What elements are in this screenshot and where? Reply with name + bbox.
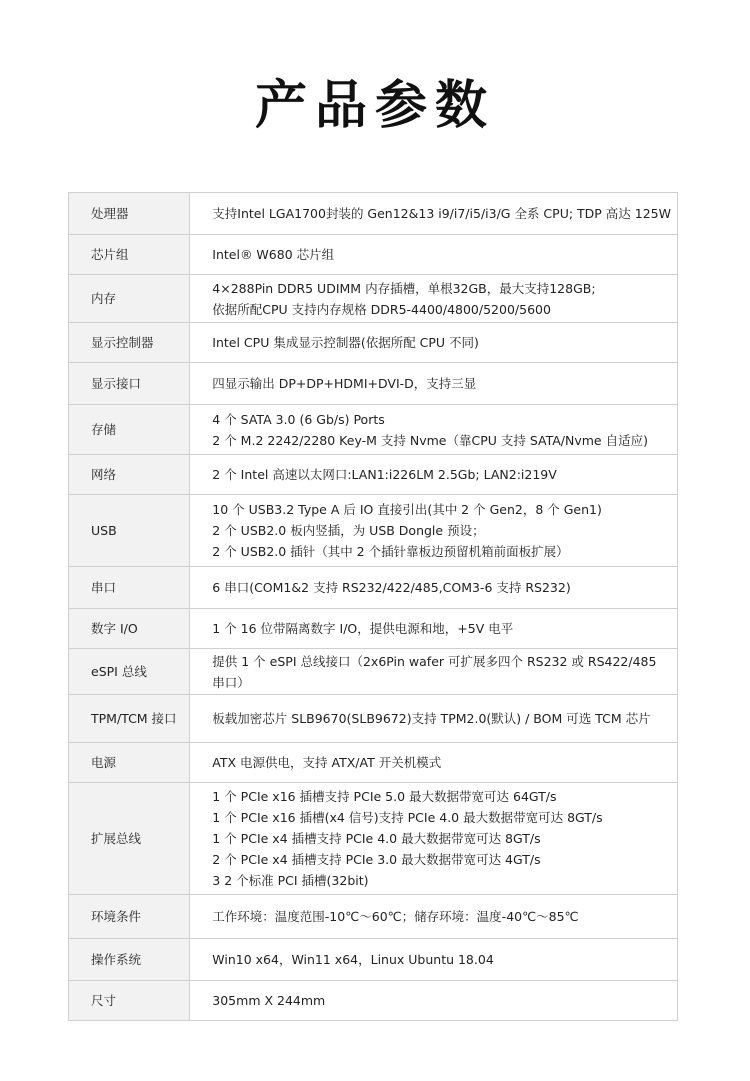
page-title: 产品参数 bbox=[254, 76, 495, 136]
spec-label: TPM/TCM 接口 bbox=[69, 695, 190, 743]
spec-row bbox=[69, 939, 678, 981]
spec-value-line: 4×288Pin DDR5 UDIMM 内存插槽，单根32GB，最大支持128GB; bbox=[212, 280, 596, 296]
spec-value-line: 依据所配CPU 支持内存规格 DDR5-4400/4800/5200/5600 bbox=[212, 301, 551, 317]
spec-row bbox=[69, 275, 678, 323]
spec-value-line: 工作环境：温度范围-10℃～60℃；储存环境：温度-40℃～85℃ bbox=[212, 909, 579, 924]
spec-row bbox=[69, 649, 678, 695]
spec-row bbox=[69, 695, 678, 743]
spec-row bbox=[69, 363, 678, 405]
spec-value-line: 1 个 PCIe x16 插槽(x4 信号)支持 PCIe 4.0 最大数据带宽可达 8GT/s bbox=[212, 810, 603, 825]
spec-value-line: 1 个 PCIe x4 插槽支持 PCIe 4.0 最大数据带宽可达 8GT/s bbox=[212, 831, 541, 846]
spec-value-line: 提供 1 个 eSPI 总线接口（2x6Pin wafer 可扩展多四个 RS232 或 RS422/485 串口） bbox=[212, 653, 657, 690]
spec-label: 电源 bbox=[69, 743, 190, 783]
spec-value bbox=[190, 609, 678, 649]
spec-value-line: 2 个 Intel 高速以太网口:LAN1:i226LM 2.5Gb; LAN2:i219V bbox=[212, 467, 557, 482]
spec-label: eSPI 总线 bbox=[69, 649, 190, 695]
spec-value-line: 10 个 USB3.2 Type A 后 IO 直接引出(其中 2 个 Gen2，8 个 Gen1) bbox=[212, 502, 602, 517]
spec-value bbox=[190, 275, 678, 323]
spec-value-line: 6 串口(COM1&2 支持 RS232/422/485,COM3-6 支持 RS232) bbox=[212, 580, 571, 595]
spec-value bbox=[190, 193, 678, 235]
spec-row bbox=[69, 567, 678, 609]
spec-value-line: Intel® W680 芯片组 bbox=[212, 247, 335, 262]
spec-label: 芯片组 bbox=[69, 235, 190, 275]
spec-value-line: ATX 电源供电，支持 ATX/AT 开关机模式 bbox=[212, 755, 442, 770]
spec-label: USB bbox=[69, 495, 190, 567]
spec-label: 存储 bbox=[69, 405, 190, 455]
spec-row bbox=[69, 193, 678, 235]
spec-value-line: Win10 x64，Win11 x64，Linux Ubuntu 18.04 bbox=[212, 952, 494, 967]
spec-value bbox=[190, 783, 678, 895]
spec-value-line: 2 个 USB2.0 板内竖插，为 USB Dongle 预设； bbox=[212, 523, 485, 538]
spec-value bbox=[190, 649, 678, 695]
spec-row bbox=[69, 895, 678, 939]
spec-row bbox=[69, 981, 678, 1021]
spec-value bbox=[190, 895, 678, 939]
spec-row bbox=[69, 609, 678, 649]
spec-label: 网络 bbox=[69, 455, 190, 495]
spec-value bbox=[190, 363, 678, 405]
spec-row bbox=[69, 783, 678, 895]
spec-value-line: Intel CPU 集成显示控制器(依据所配 CPU 不同) bbox=[212, 335, 479, 350]
spec-label: 处理器 bbox=[69, 193, 190, 235]
spec-label: 数字 I/O bbox=[69, 609, 190, 649]
spec-label: 显示控制器 bbox=[69, 323, 190, 363]
spec-value-line: 2 个 PCIe x4 插槽支持 PCIe 3.0 最大数据带宽可达 4GT/s bbox=[212, 852, 541, 867]
spec-label: 尺寸 bbox=[69, 981, 190, 1021]
spec-value bbox=[190, 695, 678, 743]
spec-value bbox=[190, 743, 678, 783]
spec-value bbox=[190, 323, 678, 363]
spec-value-line: 2 个 M.2 2242/2280 Key-M 支持 Nvme（靠CPU 支持 SATA/Nvme 自适应) bbox=[212, 432, 648, 448]
spec-row bbox=[69, 323, 678, 363]
spec-value bbox=[190, 405, 678, 455]
spec-value-line: 四显示输出 DP+DP+HDMI+DVI-D，支持三显 bbox=[212, 376, 477, 391]
spec-value bbox=[190, 567, 678, 609]
spec-row bbox=[69, 405, 678, 455]
spec-value bbox=[190, 455, 678, 495]
spec-value-line: 3 2 个标准 PCI 插槽(32bit) bbox=[212, 873, 369, 888]
spec-value-line: 1 个 16 位带隔离数字 I/O，提供电源和地，+5V 电平 bbox=[212, 621, 514, 636]
spec-value bbox=[190, 939, 678, 981]
spec-value bbox=[190, 495, 678, 567]
spec-row bbox=[69, 455, 678, 495]
spec-row bbox=[69, 495, 678, 567]
spec-label: 环境条件 bbox=[69, 895, 190, 939]
spec-value-line: 板载加密芯片 SLB9670(SLB9672)支持 TPM2.0(默认) / BOM 可选 TCM 芯片 bbox=[212, 711, 651, 726]
spec-value-line: 1 个 PCIe x16 插槽支持 PCIe 5.0 最大数据带宽可达 64GT/s bbox=[212, 789, 557, 804]
spec-label: 显示接口 bbox=[69, 363, 190, 405]
spec-label: 内存 bbox=[69, 275, 190, 323]
spec-value-line: 305mm X 244mm bbox=[212, 993, 326, 1008]
spec-label: 串口 bbox=[69, 567, 190, 609]
spec-label: 扩展总线 bbox=[69, 783, 190, 895]
spec-value bbox=[190, 981, 678, 1021]
spec-label: 操作系统 bbox=[69, 939, 190, 981]
spec-row bbox=[69, 235, 678, 275]
spec-value-line: 4 个 SATA 3.0 (6 Gb/s) Ports bbox=[212, 411, 385, 427]
spec-row bbox=[69, 743, 678, 783]
spec-table bbox=[68, 192, 678, 1021]
spec-value-line: 支持Intel LGA1700封装的 Gen12&13 i9/i7/i5/i3/G 全系 CPU; TDP 高达 125W bbox=[212, 206, 671, 221]
spec-value bbox=[190, 235, 678, 275]
spec-value-line: 2 个 USB2.0 插针（其中 2 个插针靠板边预留机箱前面板扩展） bbox=[212, 544, 569, 559]
